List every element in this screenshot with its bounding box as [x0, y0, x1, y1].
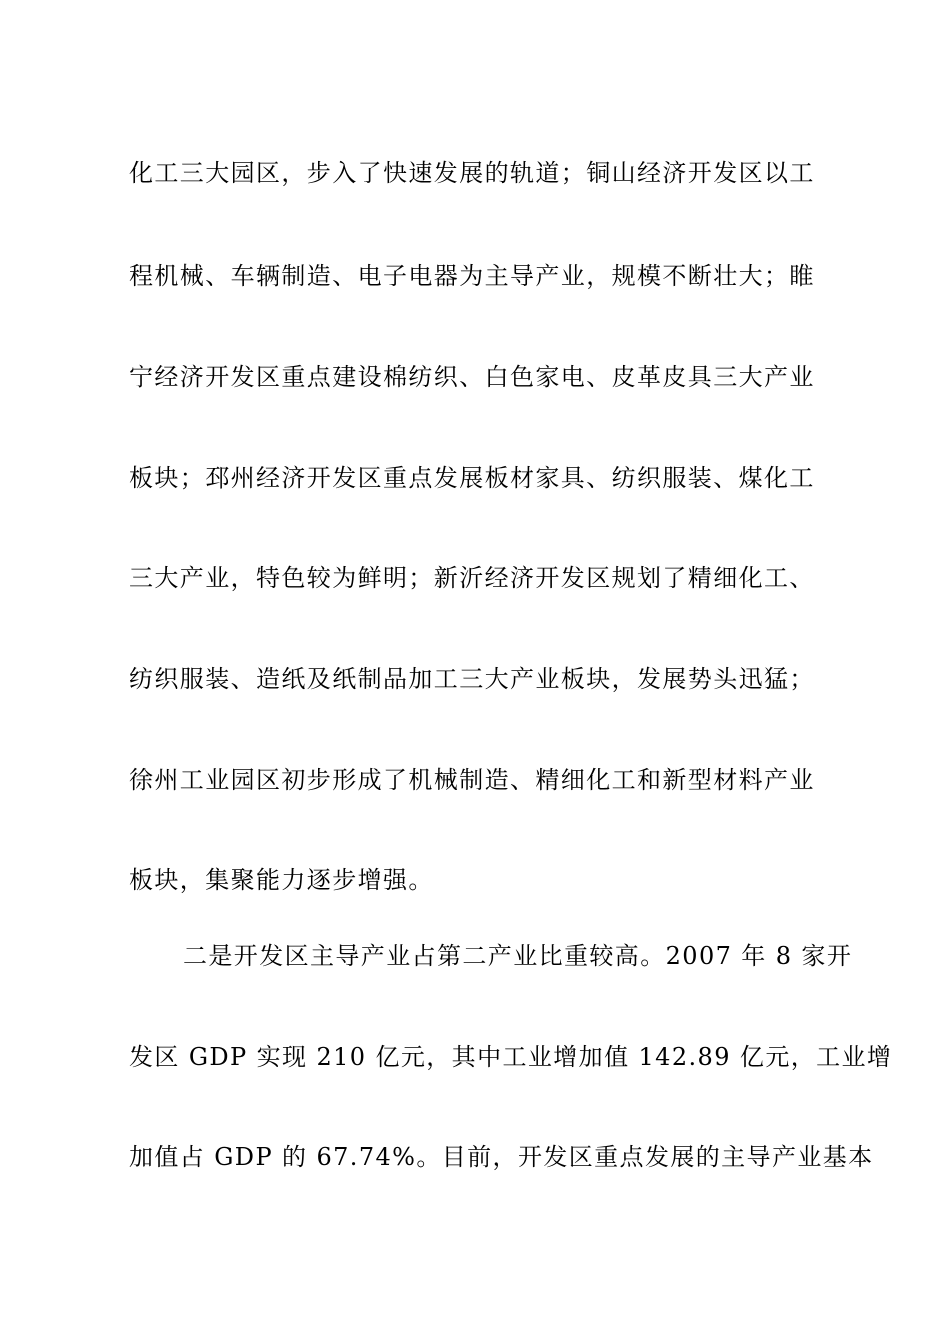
- text-line: 板块；邳州经济开发区重点发展板材家具、纺织服装、煤化工: [129, 464, 815, 492]
- text-line: 发区 GDP 实现 210 亿元，其中工业增加值 142.89 亿元，工业增: [129, 1043, 893, 1071]
- text-line: 纺织服装、造纸及纸制品加工三大产业板块，发展势头迅猛；: [129, 665, 815, 693]
- text-line: 加值占 GDP 的 67.74%。目前，开发区重点发展的主导产业基本: [129, 1143, 874, 1171]
- text-line: 三大产业，特色较为鲜明；新沂经济开发区规划了精细化工、: [129, 564, 815, 592]
- paragraph-first-line: 二是开发区主导产业占第二产业比重较高。2007 年 8 家开: [183, 942, 853, 970]
- text-line: 宁经济开发区重点建设棉纺织、白色家电、皮革皮具三大产业: [129, 363, 815, 391]
- text-line: 化工三大园区，步入了快速发展的轨道；铜山经济开发区以工: [129, 159, 815, 187]
- text-line: 程机械、车辆制造、电子电器为主导产业，规模不断壮大；睢: [129, 262, 815, 290]
- text-line: 板块，集聚能力逐步增强。: [129, 866, 434, 894]
- text-line: 徐州工业园区初步形成了机械制造、精细化工和新型材料产业: [129, 766, 815, 794]
